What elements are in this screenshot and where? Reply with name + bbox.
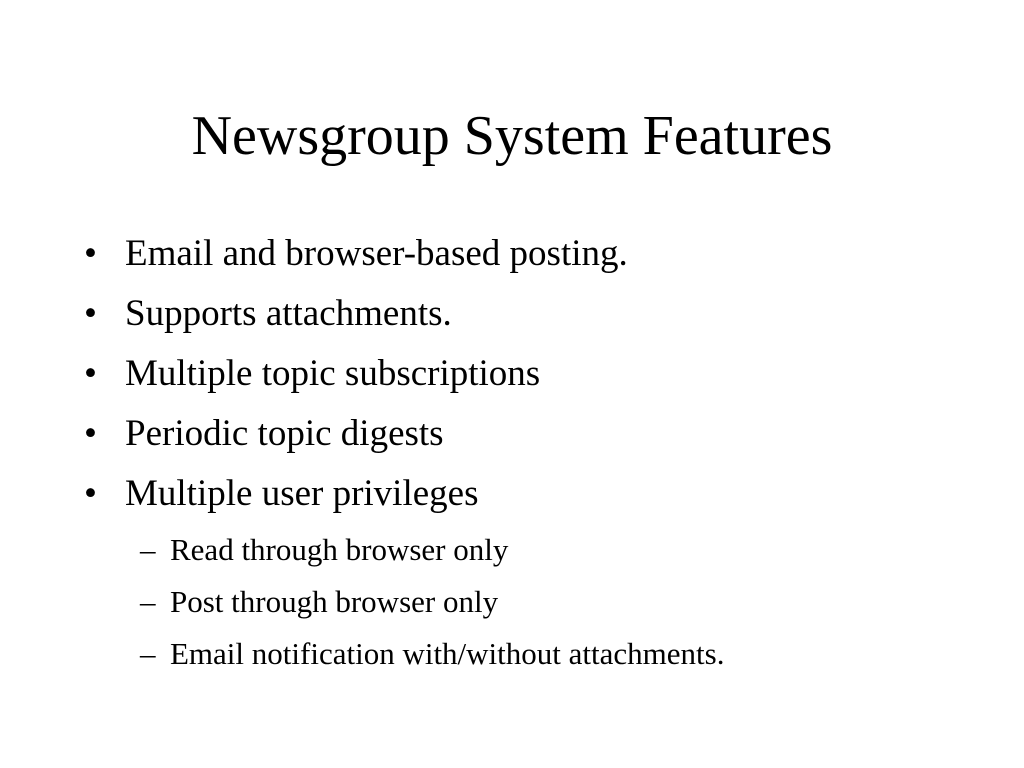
sub-bullet-item (0, 576, 1024, 628)
sub-bullet-list (0, 524, 1024, 680)
sub-bullet-marker: – (140, 584, 156, 619)
sub-bullet-item (0, 524, 1024, 576)
bullet-text: Supports attachments. (125, 293, 452, 334)
bullet-marker: • (84, 413, 97, 454)
sub-bullet-text: Post through browser only (170, 584, 499, 619)
bullet-marker: • (84, 353, 97, 394)
bullet-item (0, 344, 1024, 404)
bullet-list (0, 224, 1024, 680)
bullet-item (0, 404, 1024, 464)
sub-bullet-marker: – (140, 532, 156, 567)
bullet-item (0, 284, 1024, 344)
sub-bullet-text: Email notification with/without attachments. (170, 636, 725, 671)
sub-bullet-item (0, 628, 1024, 680)
sub-bullet-marker: – (140, 636, 156, 671)
sub-bullet-text: Read through browser only (170, 532, 509, 567)
bullet-marker: • (84, 293, 97, 334)
bullet-marker: • (84, 473, 97, 514)
bullet-marker: • (84, 233, 97, 274)
bullet-text: Multiple user privileges (125, 473, 479, 514)
bullet-text: Multiple topic subscriptions (125, 353, 541, 394)
bullet-text: Email and browser-based posting. (125, 233, 628, 274)
bullet-text: Periodic topic digests (125, 413, 444, 454)
slide-title: Newsgroup System Features (191, 105, 833, 167)
bullet-item (0, 464, 1024, 524)
bullet-item (0, 224, 1024, 284)
